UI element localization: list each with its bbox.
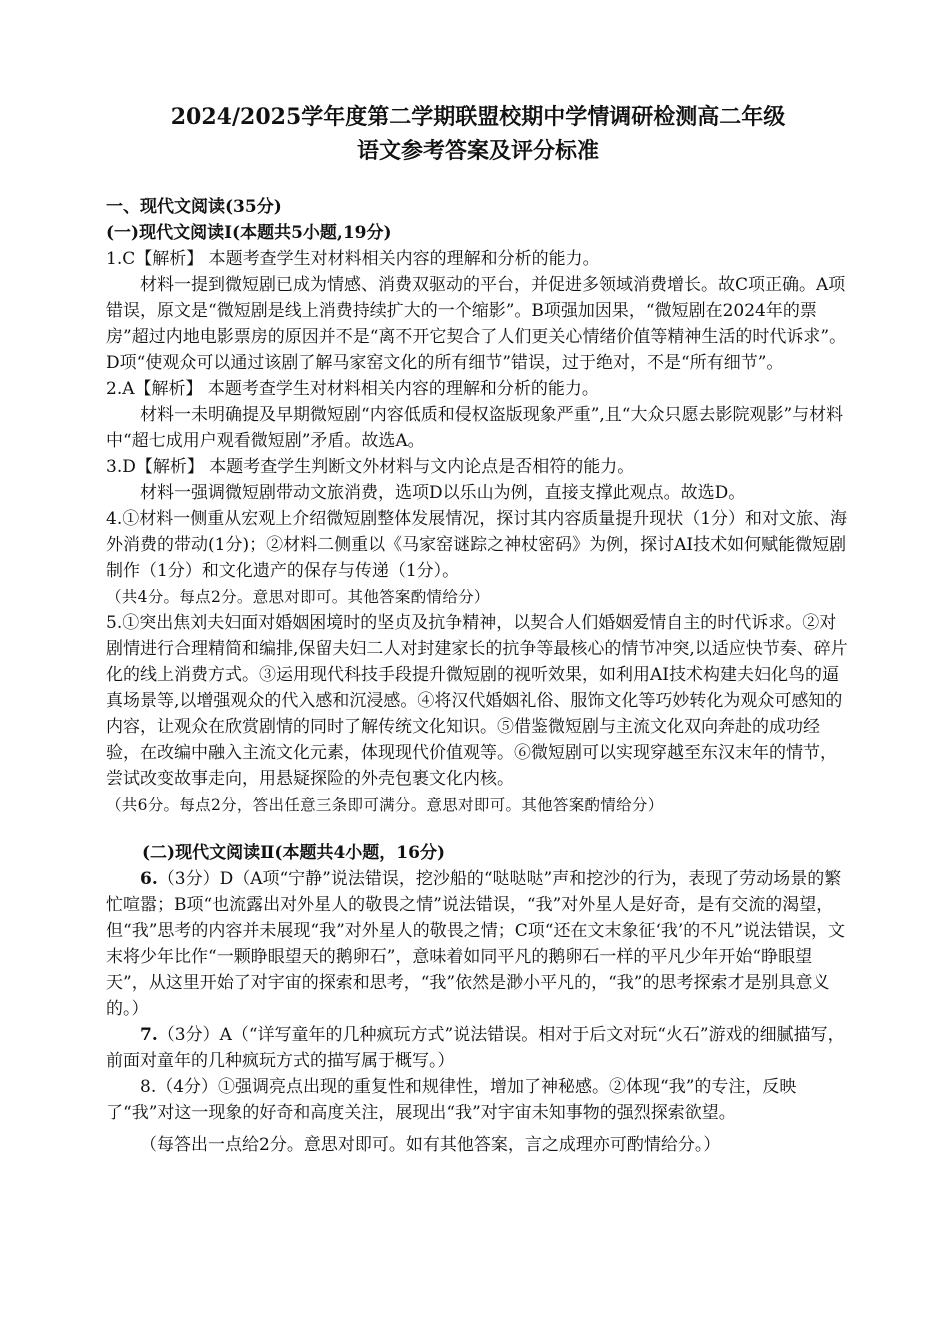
q2-explanation: 材料一未明确提及早期微短剧“内容低质和侵权盗版现象严重”,且“大众只愿去影院观影”与材料中“超七成用户观看微短剧”矛盾。故选A。 xyxy=(106,405,844,451)
q5-answer: 5.①突出焦刘夫妇面对婚姻困境时的坚贞及抗争精神，以契合人们婚姻爱情自主的时代诉求。②对剧情进行合理精简和编排,保留夫妇二人对封建家长的抗争等最核心的情节冲突,以适应快节奏、碎片化的线上消费方式。③运用现代科技手段提升微短剧的视听效果，如利用AI技术构建夫妇化鸟的逼真场景等,以增强观众的代入感和沉浸感。④将汉代婚姻礼俗、服饰文化等巧妙转化为观众可感知的内容，让观众在欣赏剧情的同时了解传统文化知识。⑤借鉴微短剧与主流文化双向奔赴的成功经验，在改编中融入主流文化元素，体现现代价值观等。⑥微短剧可以实现穿越至东汉末年的情节，尝试改变故事走向，用悬疑探险的外壳包裹文化内核。 xyxy=(106,613,848,789)
section-heading: 一、现代文阅读(35分) xyxy=(106,197,282,217)
q8-scoring-note: （每答出一点给2分。意思对即可。如有其他答案，言之成理亦可酌情给分。） xyxy=(140,1135,721,1155)
exam-subtitle: 语文参考答案及评分标准 xyxy=(356,138,599,164)
section-modern-reading xyxy=(106,194,850,818)
q7-number: 7. xyxy=(140,1025,158,1045)
sub-section-heading-2: (二)现代文阅读Ⅱ(本题共4小题，16分) xyxy=(142,843,445,863)
q4-scoring-note: （共4分。每点2分。意思对即可。其他答案酌情给分） xyxy=(106,588,490,606)
q1-explanation: 材料一提到微短剧已成为情感、消费双驱动的平台，并促进多领域消费增长。故C项正确。A项错误，原文是“微短剧是线上消费持续扩大的一个缩影”。B项强加因果，“微短剧在2024年的票房”超过内地电影票房的原因并不是“离不开它契合了人们更关心情绪价值等精神生活的时代诉求”。D项“使观众可以通过该剧了解马家窑文化的所有细节”错误，过于绝对，不是“所有细节”。 xyxy=(106,275,847,373)
q6-body: （3分）D（A项“宁静”说法错误，挖沙船的“哒哒哒”声和挖沙的行为，表现了劳动场景的繁忙喧嚣；B项“也流露出对外星人的敬畏之情”说法错误，“我”对外星人是好奇，是有交流的渴望，但“我”思考的内容并未展现“我”对外星人的敬畏之情；C项“还在文末象征‘我’的不凡”说法错误，文末将少年比作“一颗睁眼望天的鹅卵石”，意味着如同平凡的鹅卵石一样的平凡少年开始“睁眼望天”，从这里开始了对宇宙的探索和思考，“我”依然是渺小平凡的，“我”的思考探索才是别具意义的。） xyxy=(106,869,845,1019)
q2-answer: 2.A【解析】 本题考查学生对材料相关内容的理解和分析的能力。 xyxy=(106,379,599,399)
exam-title: 2024/2025学年度第二学期联盟校期中学情调研检测高二年级 xyxy=(170,104,786,130)
sub-section-heading: (一)现代文阅读Ⅰ(本题共5小题,19分) xyxy=(106,223,392,243)
section-gap xyxy=(106,818,850,840)
q6-answer xyxy=(106,866,850,1022)
q1-answer: 1.C【解析】 本题考查学生对材料相关内容的理解和分析的能力。 xyxy=(106,249,600,269)
q4-answer: 4.①材料一侧重从宏观上介绍微短剧整体发展情况，探讨其内容质量提升现状（1分）和对文旅、海外消费的带动(1分)；②材料二侧重以《马家窑谜踪之神杖密码》为例，探讨AI技术如何赋能微短剧制作（1分）和文化遗产的保存与传递（1分）。 xyxy=(106,509,848,581)
q3-explanation: 材料一强调微短剧带动文旅消费，选项D以乐山为例，直接支撑此观点。故选D。 xyxy=(140,483,746,503)
q3-answer: 3.D【解析】 本题考查学生判断文外材料与文内论点是否相符的能力。 xyxy=(106,457,635,477)
q8-answer: 8.（4分）①强调亮点出现的重复性和规律性，增加了神秘感。②体现“我”的专注，反映了“我”对这一现象的好奇和高度关注，展现出“我”对宇宙未知事物的强烈探索欲望。 xyxy=(106,1077,797,1123)
q5-scoring-note: （共6分。每点2分，答出任意三条即可满分。意思对即可。其他答案酌情给分） xyxy=(106,796,664,814)
q6-number: 6. xyxy=(140,869,158,889)
title-block xyxy=(106,100,850,168)
section-modern-reading-2 xyxy=(106,840,850,1158)
q7-body: （3分）A（“详写童年的几种疯玩方式”说法错误。相对于后文对玩“火石”游戏的细腻描写，前面对童年的几种疯玩方式的描写属于概写。） xyxy=(106,1025,845,1071)
q7-answer xyxy=(106,1022,850,1074)
